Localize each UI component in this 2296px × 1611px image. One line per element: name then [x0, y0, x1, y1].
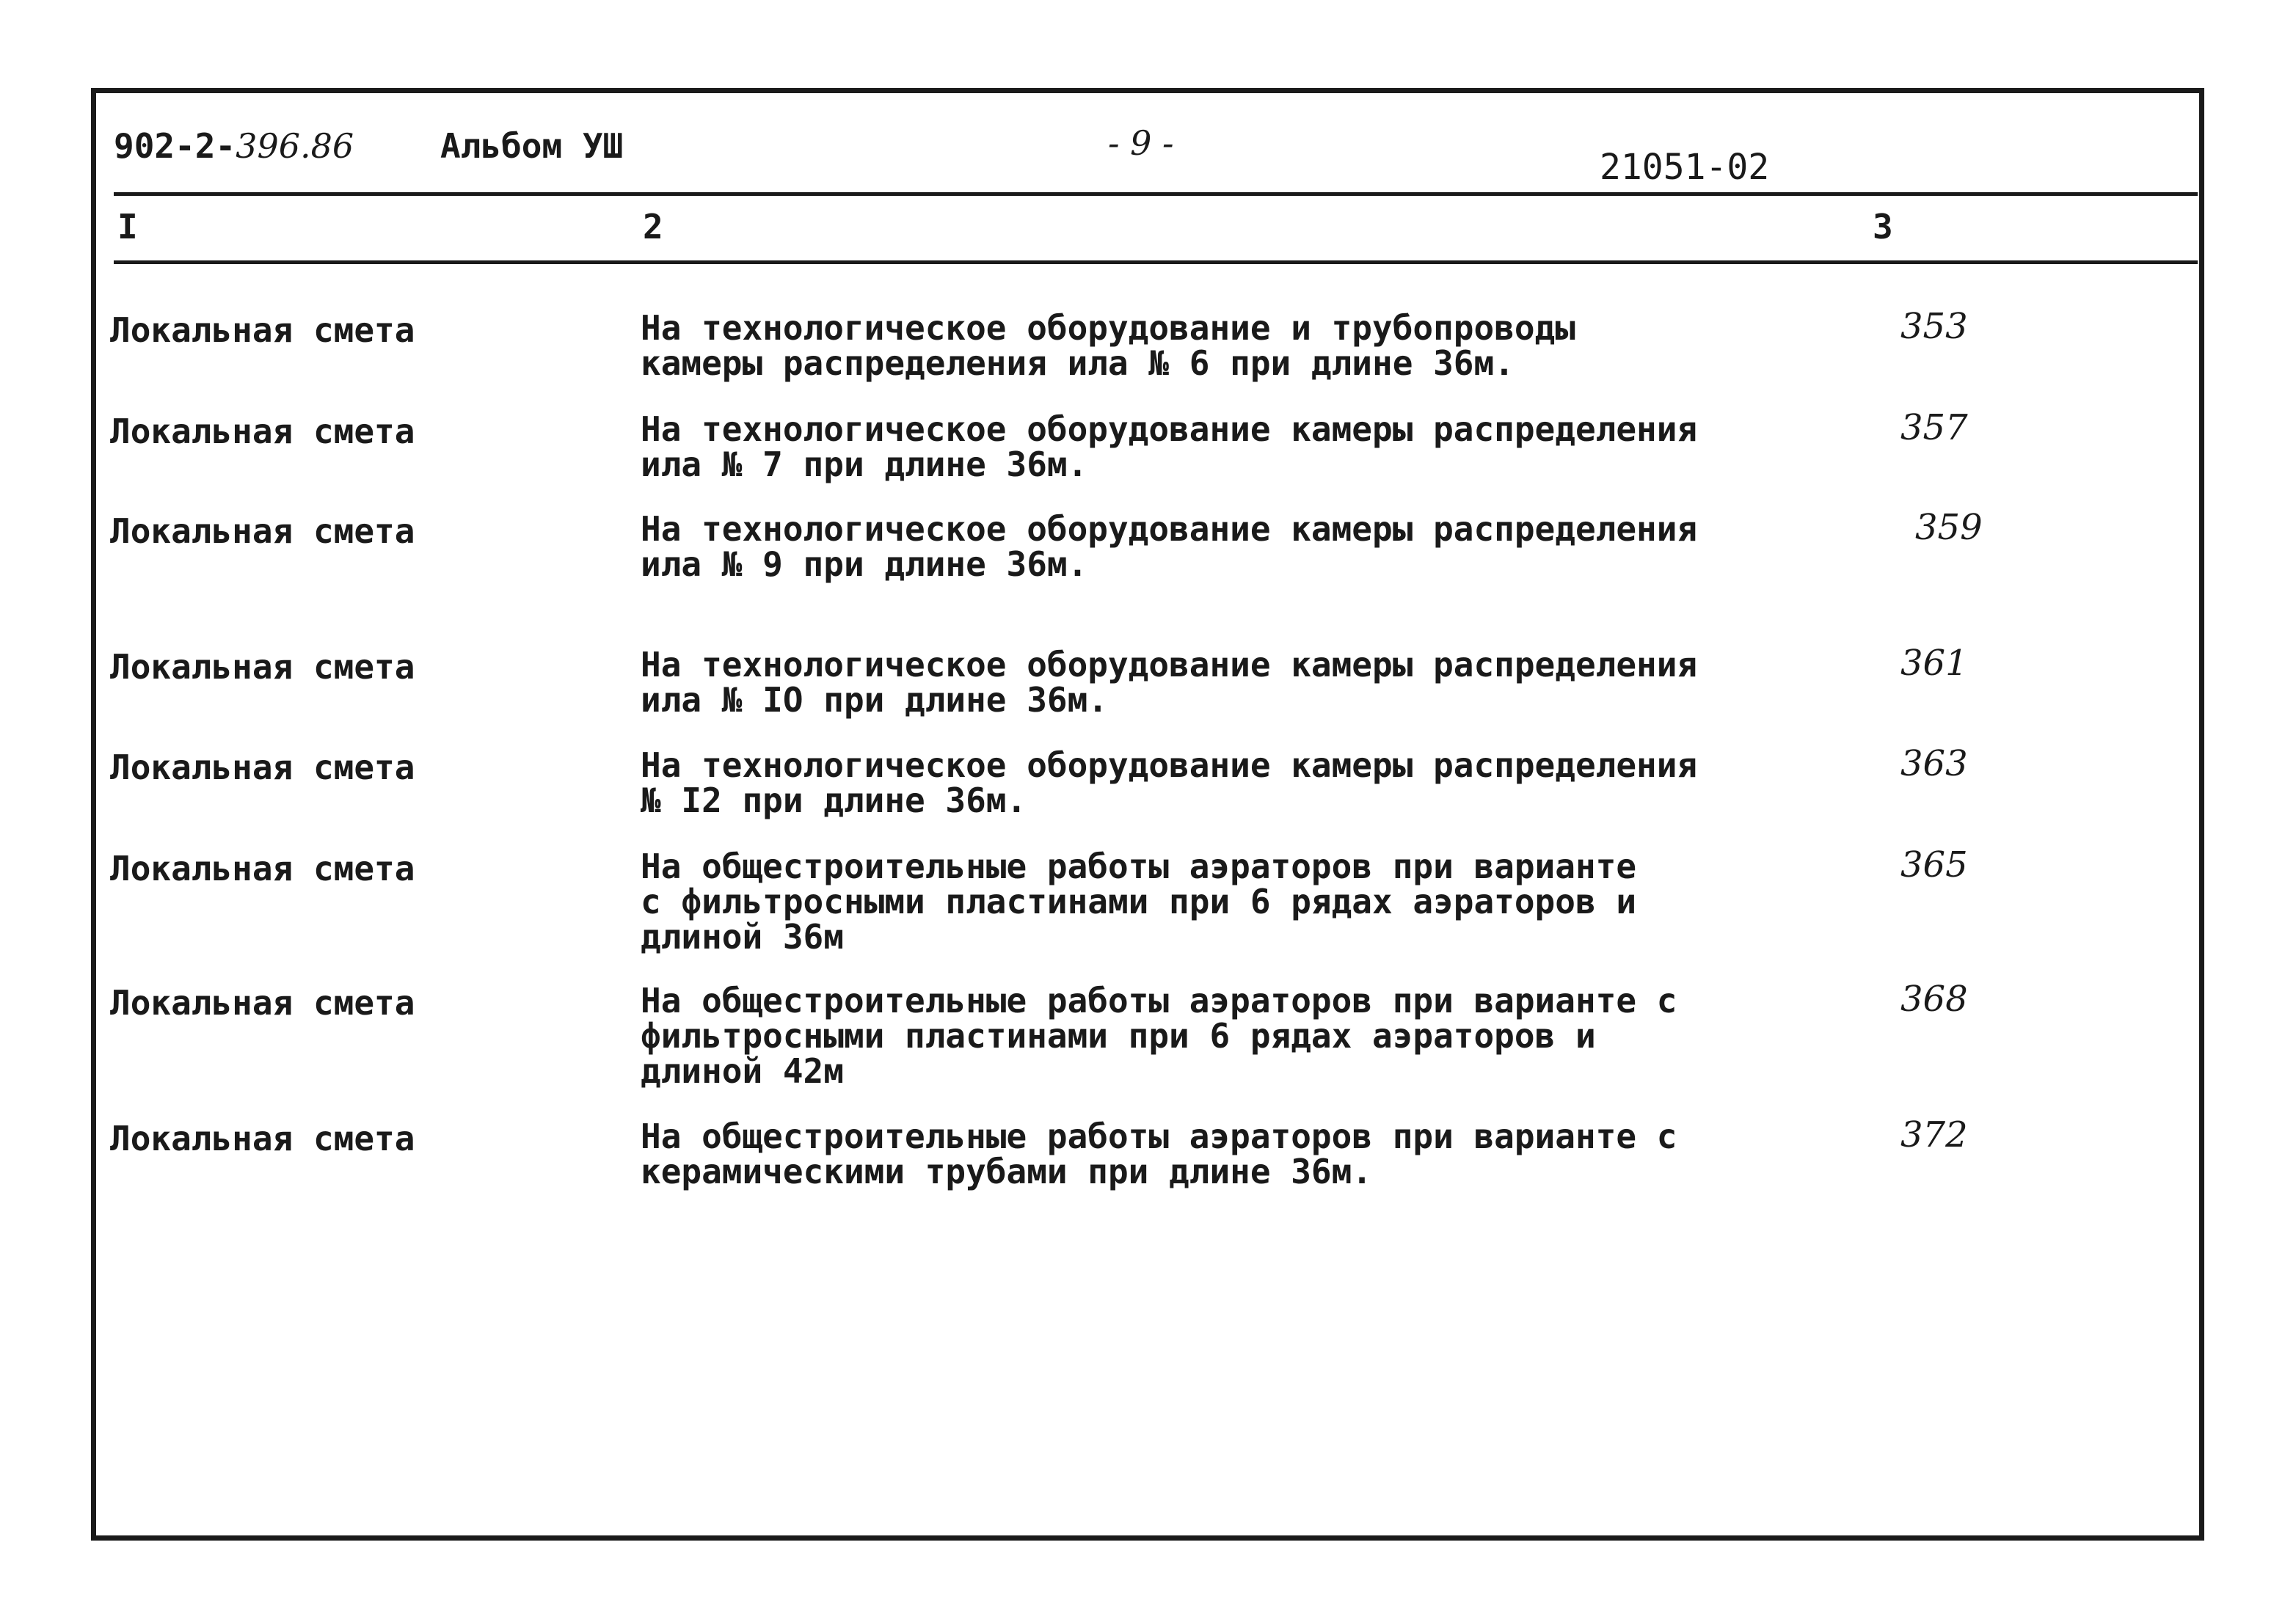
header-rule-bottom: [114, 260, 2198, 264]
row-type: Локальная смета: [110, 1119, 415, 1158]
doc-code-handwritten: 396.86: [236, 126, 354, 166]
doc-code-prefix: 902-2-: [114, 126, 236, 166]
row-description: На технологическое оборудование и трубопроводы камеры распределения ила № 6 при длине 36м.: [641, 308, 1575, 383]
row-type: Локальная смета: [110, 412, 415, 451]
row-description: На технологическое оборудование камеры распределения № I2 при длине 36м.: [641, 745, 1698, 820]
album-label: Альбом УШ: [440, 126, 624, 166]
row-description: На технологическое оборудование камеры распределения ила № 9 при длине 36м.: [641, 509, 1698, 584]
row-type: Локальная смета: [110, 310, 415, 350]
header-rule-top: [114, 192, 2198, 196]
row-type: Локальная смета: [110, 748, 415, 787]
row-page: 372: [1900, 1114, 1968, 1155]
column-header-1: I: [117, 207, 138, 246]
row-page: 365: [1900, 844, 1968, 885]
row-description: На общестроительные работы аэраторов при варианте с фильтросными пластинами при 6 рядах аэраторов и длиной 36м: [641, 847, 1637, 957]
column-header-3: 3: [1873, 207, 1893, 246]
row-type: Локальная смета: [110, 647, 415, 687]
row-description: На технологическое оборудование камеры распределения ила № IO при длине 36м.: [641, 645, 1698, 720]
row-description: На общестроительные работы аэраторов при варианте с фильтросными пластинами при 6 рядах аэраторов и длиной 42м: [641, 981, 1677, 1091]
doc-code: [114, 126, 354, 166]
page-number: - 9 -: [1108, 123, 1174, 163]
row-description: На технологическое оборудование камеры распределения ила № 7 при длине 36м.: [641, 409, 1698, 484]
row-description: На общестроительные работы аэраторов при варианте с керамическими трубами при длине 36м.: [641, 1117, 1677, 1191]
column-header-2: 2: [643, 207, 663, 246]
row-type: Локальная смета: [110, 849, 415, 888]
row-page: 368: [1900, 979, 1968, 1020]
row-page: 357: [1900, 407, 1968, 448]
row-page: 359: [1915, 507, 1983, 548]
row-page: 361: [1900, 643, 1968, 684]
row-page: 363: [1900, 743, 1968, 784]
row-type: Локальная смета: [110, 983, 415, 1023]
stamp-code: 21051-02: [1600, 147, 1770, 188]
row-page: 353: [1900, 306, 1968, 347]
row-type: Локальная смета: [110, 511, 415, 551]
